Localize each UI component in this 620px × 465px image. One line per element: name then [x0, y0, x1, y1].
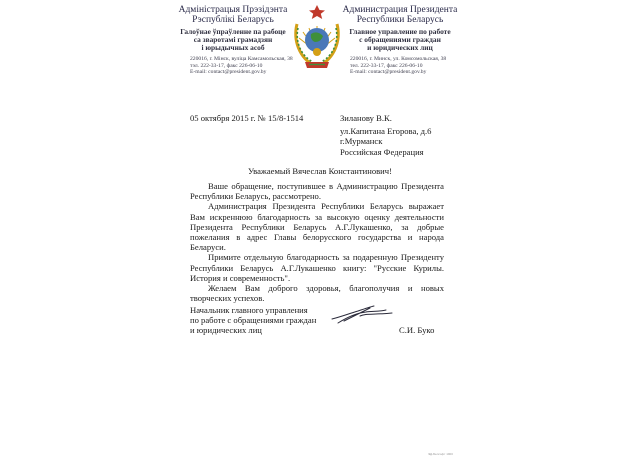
header-left-dept-line2: са зваротамі грамадзян — [193, 35, 273, 44]
handwritten-signature — [330, 303, 394, 325]
recipient-street: ул.Капитана Егорова, д.6 — [340, 126, 432, 137]
paragraph: Администрация Президента Республики Беларусь выражает Вам искреннюю благодарность за высокую оценку деятельности Президента Республики Беларусь А.Г.Лукашенко, за добрые пожелания в адрес Главы белорусского государства и народа Беларуси. — [190, 201, 444, 253]
header-left-addr-line1: 220016, г. Мінск, вуліца Камсамольская, 38 — [190, 56, 293, 62]
header-left-dept-line1: Галоўнае ўпраўленне па рабоце — [180, 27, 286, 36]
footer-code: ЭД-Белсофт 1900 — [428, 452, 453, 456]
header-right-dept-line1: Главное управление по работе — [349, 27, 451, 36]
letter-body — [190, 181, 444, 303]
header-left-org-line2: Рэспублікі Беларусь — [192, 15, 274, 25]
paragraph: Примите отдельную благодарность за подаренную Президенту Республики Беларусь А.Г.Лукашенко книгу: "Русские Курилы. История и современность". — [190, 252, 444, 283]
header-right-dept-line2: с обращениями граждан — [359, 35, 441, 44]
paragraph: Желаем Вам доброго здоровья, благополучия и новых творческих успехов. — [190, 283, 444, 304]
header-left-addr-line3: E-mail: contact@president.gov.by — [190, 69, 267, 76]
header-right-addr-line2: тел. 222-33-17, факс 226-06-10 — [350, 62, 423, 69]
date-reference: 05 октября 2015 г. № 15/8-1514 — [190, 113, 304, 123]
header-right-dept-line3: и юридических лиц — [367, 43, 433, 52]
signatory-title-line3: и юридических лиц — [190, 325, 262, 336]
salutation: Уважаемый Вячеслав Константинович! — [248, 166, 392, 176]
header-left-dept-line3: і юрыдычных асоб — [201, 43, 265, 52]
recipient-country: Российская Федерация — [340, 146, 424, 157]
recipient-city: г.Мурманск — [340, 136, 383, 147]
signatory-title — [190, 305, 316, 336]
header-left-addr-line2: тэл. 222-33-17, факс 226-06-10 — [190, 62, 263, 69]
header-right-addr-line3: E-mail: contact@president.gov.by — [350, 69, 427, 76]
header-right-org-line2: Республики Беларусь — [356, 15, 444, 25]
signatory-name: С.И. Буко — [399, 325, 435, 335]
signatory-title-line1: Начальник главного управления — [190, 305, 308, 315]
recipient-block — [340, 113, 431, 157]
header-right-address — [350, 56, 460, 76]
header-right — [338, 5, 462, 52]
header-left-org-line1: Адміністрацыя Прэзідэнта — [178, 5, 288, 15]
signatory-title-line2: по работе с обращениями граждан — [190, 315, 317, 326]
paragraph: Ваше обращение, поступившее в Администрацию Президента Республики Беларусь, рассмотрено. — [190, 181, 444, 202]
header-left-address — [190, 56, 300, 76]
belarus-state-emblem-icon — [289, 4, 345, 70]
header-right-org-line1: Администрация Президента — [342, 5, 458, 15]
recipient-name: Зиланову В.К. — [340, 113, 392, 123]
header-left — [176, 5, 290, 52]
header-right-addr-line1: 220016, г. Минск, ул. Комсомольская, 38 — [350, 56, 447, 62]
